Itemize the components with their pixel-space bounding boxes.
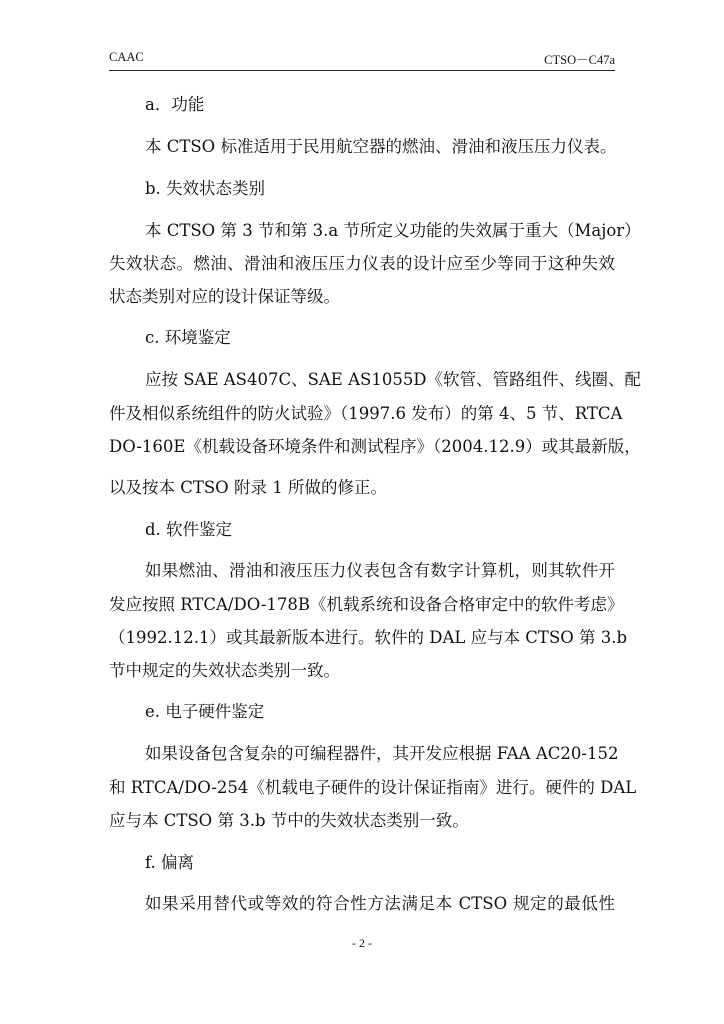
header-doc-id: CTSO－C47a [544,53,615,67]
paragraph-line: 如果燃油、滑油和液压压力仪表包含有数字计算机，则其软件开 [145,561,615,580]
section-heading-c: c. 环境鉴定 [145,328,231,347]
paragraph-line: 应按 SAE AS407C、SAE AS1055D《软管、管路组件、线圈、配 [145,370,642,389]
paragraph-line: 本 CTSO 标准适用于民用航空器的燃油、滑油和液压压力仪表。 [145,137,617,156]
paragraph-line: 以及按本 CTSO 附录 1 所做的修正。 [109,478,387,497]
paragraph-line: 如果设备包含复杂的可编程器件，其开发应根据 FAA AC20-152 [145,744,619,763]
page-number: - 2 - [352,936,372,950]
paragraph-line: 应与本 CTSO 第 3.b 节中的失效状态类别一致。 [109,811,469,830]
section-heading-f: f. 偏离 [145,853,195,872]
paragraph-line: DO-160E《机载设备环境条件和测试程序》（2004.12.9）或其最新版， [109,437,641,456]
paragraph-line: 本 CTSO 第 3 节和第 3.a 节所定义功能的失效属于重大（Major） [145,221,641,240]
section-heading-d: d. 软件鉴定 [145,520,233,539]
paragraph-line: 和 RTCA/DO-254《机载电子硬件的设计保证指南》进行。硬件的 DAL [109,778,637,797]
paragraph-line: （1992.12.1）或其最新版本进行。软件的 DAL 应与本 CTSO 第 3.b [109,628,628,647]
page-header [109,50,615,70]
section-heading-b: b. 失效状态类别 [145,179,266,198]
header-org: CAAC [109,50,144,64]
paragraph-line: 失效状态。燃油、滑油和液压压力仪表的设计应至少等同于这种失效 [109,254,615,273]
paragraph-line: 状态类别对应的设计保证等级。 [109,287,340,306]
section-heading-a: a．功能 [145,95,205,114]
paragraph-line: 如果采用替代或等效的符合性方法满足本 CTSO 规定的最低性 [145,894,615,913]
paragraph-line: 件及相似系统组件的防火试验》（1997.6 发布）的第 4、5 节、RTCA [109,404,623,423]
header-rule [109,70,615,71]
paragraph-line: 节中规定的失效状态类别一致。 [109,661,340,680]
paragraph-line: 发应按照 RTCA/DO-178B《机载系统和设备合格审定中的软件考虑》 [109,595,624,614]
section-heading-e: e. 电子硬件鉴定 [145,702,265,721]
